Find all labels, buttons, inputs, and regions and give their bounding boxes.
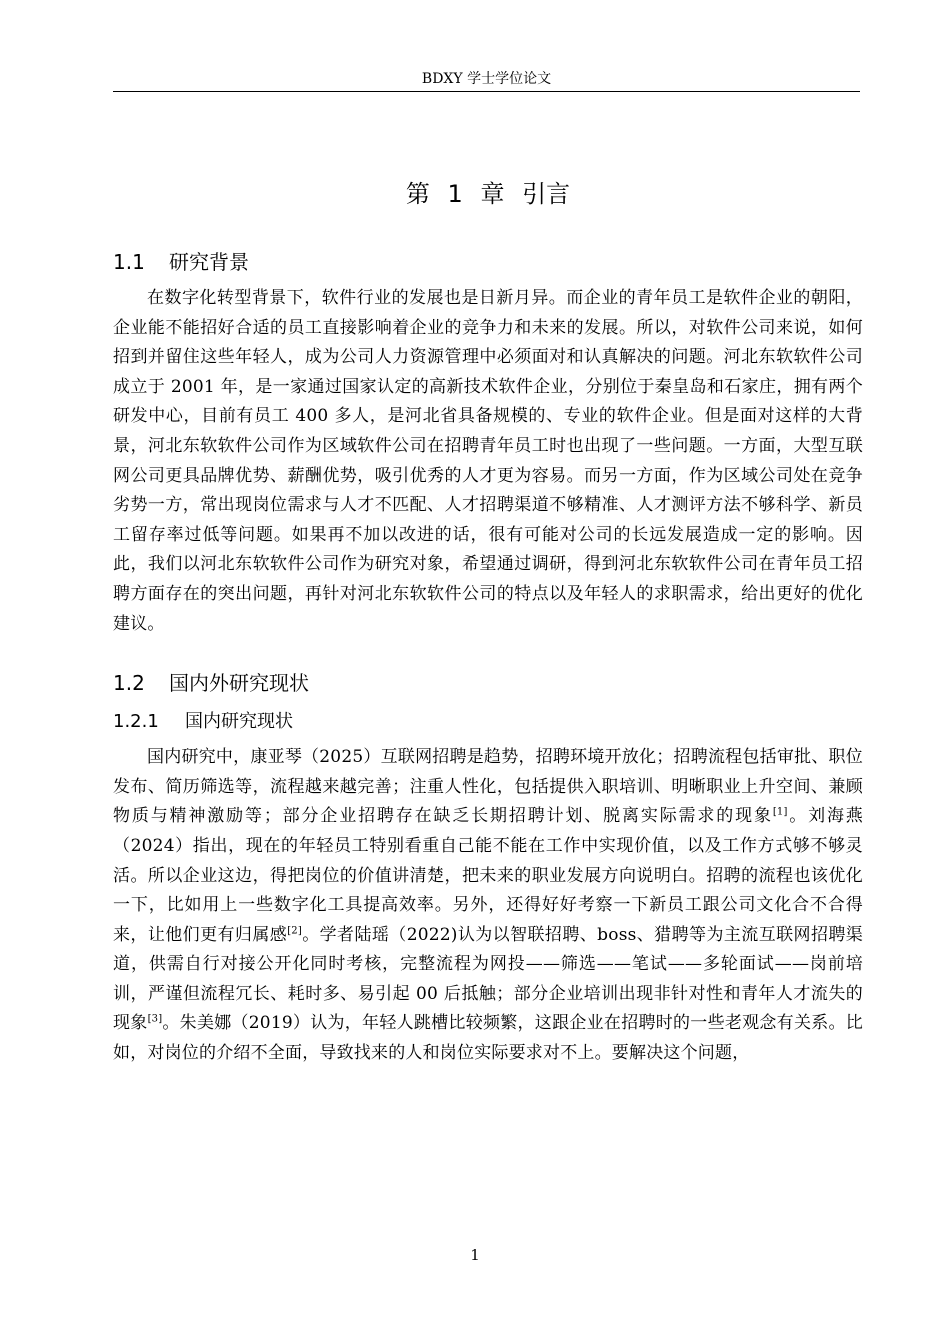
text-run: 。刘海燕（2024）指出，现在的年轻员工特别看重自己能不能在工作中实现价值，以及工作方式够不够灵活。所以企业这边，得把岗位的价值讲清楚，把未来的职业发展方向说明白。招聘的流程也该优化一下，比如用上一些数字化工具提高效率。另外，还得好好考察一下新员工跟公司文化合不合得来，让他们更有归属感 — [113, 806, 864, 945]
text-run: 。朱美娜（2019）认为，年轻人跳槽比较频繁，这跟企业在招聘时的一些老观念有关系。比如，对岗位的介绍不全面，导致找来的人和岗位实际要求对不上。要解决这个问题， — [113, 1013, 863, 1064]
paragraph-domestic-research — [113, 743, 863, 1069]
running-header: BDXY 学士学位论文 — [113, 70, 860, 92]
section-heading-1-2 — [113, 667, 863, 699]
citation-1[interactable]: [1] — [772, 806, 788, 818]
text-run: 。学者陆瑶（2022)认为以智联招聘、boss、猎聘等为主流互联网招聘渠道，供需自行对接公开化同时考核，完整流程为网投——筛选——笔试——多轮面试——岗前培训，严谨但流程冗长、耗时多、易引起 00 后抵触；部分企业培训出现非针对性和青年人才流失的现象 — [113, 924, 863, 1034]
paragraph-research-background: 在数字化转型背景下，软件行业的发展也是日新月异。而企业的青年员工是软件企业的朝阳，企业能不能招好合适的员工直接影响着企业的竞争力和未来的发展。所以，对软件公司来说，如何招到并留住这些年轻人，成为公司人力资源管理中必须面对和认真解决的问题。河北东软软件公司成立于 2001 年，是一家通过国家认定的高新技术软件企业，分别位于秦皇岛和石家庄，拥有两个研发中心，目前有员工 400 多人，是河北省具备规模的、专业的软件企业。但是面对这样的大背景，河北东软软件公司作为区域软件公司在招聘青年员工时也出现了一些问题。一方面，大型互联网公司更具品牌优势、薪酬优势，吸引优秀的人才更为容易。而另一方面，作为区域公司处在竞争劣势一方，常出现岗位需求与人才不匹配、人才招聘渠道不够精准、人才测评方法不够科学、新员工留存率过低等问题。如果再不加以改进的话，很有可能对公司的长远发展造成一定的影响。因此，我们以河北东软软件公司作为研究对象，希望通过调研，得到河北东软软件公司在青年员工招聘方面存在的突出问题，再针对河北东软软件公司的特点以及年轻人的求职需求，给出更好的优化建议。 — [113, 288, 863, 634]
chapter-title: 第 1 章 引言 — [405, 180, 571, 208]
section-number: 1.1 — [113, 250, 145, 274]
citation-3[interactable]: [3] — [147, 1013, 163, 1025]
text-run: 国内研究中，康亚琴（2025）互联网招聘是趋势，招聘环境开放化；招聘流程包括审批、职位发布、简历筛选等，流程越来越完善；注重人性化，包括提供入职培训、明晰职业上升空间、兼顾物质与精神激励等；部分企业招聘存在缺乏长期招聘计划、脱离实际需求的现象 — [113, 747, 863, 827]
page-number: 1 — [470, 1246, 480, 1264]
section-heading-1-1 — [113, 246, 863, 278]
page-body — [113, 170, 863, 1069]
section-title: 研究背景 — [169, 250, 249, 274]
section-title: 国内外研究现状 — [169, 671, 309, 696]
subsection-title: 国内研究现状 — [185, 711, 293, 733]
subsection-heading-1-2-1 — [113, 707, 863, 737]
subsection-number: 1.2.1 — [113, 711, 159, 733]
citation-2[interactable]: [2] — [287, 925, 302, 937]
section-number: 1.2 — [113, 671, 145, 696]
